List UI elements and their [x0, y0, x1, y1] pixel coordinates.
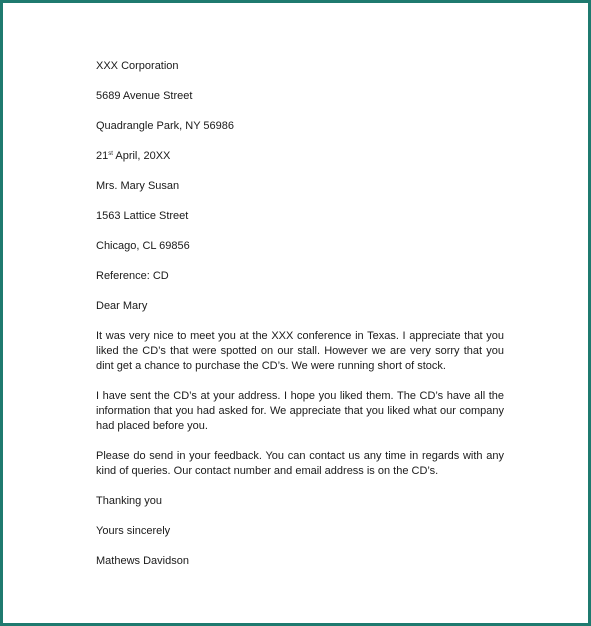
sender-company: XXX Corporation — [96, 60, 179, 72]
sender-city: Quadrangle Park, NY 56986 — [96, 120, 234, 132]
signature-name: Mathews Davidson — [96, 555, 189, 567]
letter-body — [96, 59, 504, 584]
salutation: Dear Mary — [96, 300, 148, 312]
date-suffix: st — [108, 151, 113, 157]
letter-date — [96, 149, 504, 164]
closing: Yours sincerely — [96, 525, 171, 537]
recipient-name: Mrs. Mary Susan — [96, 180, 180, 192]
closing-thanks: Thanking you — [96, 495, 163, 507]
date-rest: April, 20XX — [112, 150, 171, 162]
body-paragraph-1: It was very nice to meet you at the XXX conference in Texas. I appreciate that you liked the CD’s that were spotted on our stall. However we are very sorry that you dint get a chance to purchase the CD’s. We were running short of stock. — [96, 330, 504, 372]
body-paragraph-3: Please do send in your feedback. You can contact us any time in regards with any kind of queries. Our contact number and email address is on the CD’s. — [96, 450, 504, 477]
document-page — [3, 3, 588, 623]
reference-line: Reference: CD — [96, 270, 169, 282]
sender-street: 5689 Avenue Street — [96, 90, 193, 102]
recipient-street: 1563 Lattice Street — [96, 210, 189, 222]
body-paragraph-2: I have sent the CD’s at your address. I hope you liked them. The CD’s have all the information that you had asked for. We appreciate that you liked what our company had placed before you. — [96, 390, 504, 432]
recipient-city: Chicago, CL 69856 — [96, 240, 190, 252]
date-day: 21 — [96, 150, 109, 162]
